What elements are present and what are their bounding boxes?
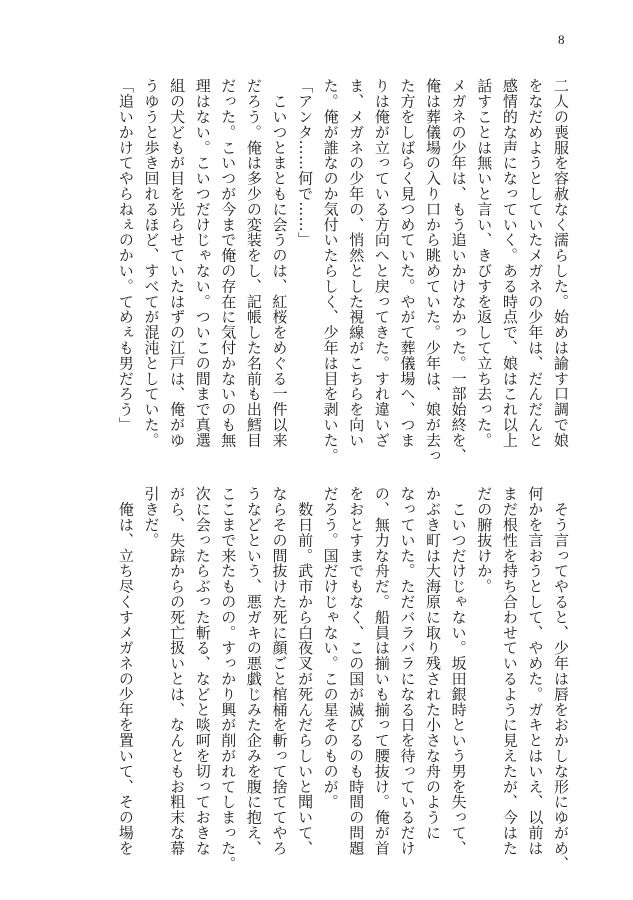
text-line: 俺は、立ち尽くすメガネの少年を置いて、その場を	[116, 486, 135, 856]
text-line: 組の犬どもが目を光らせていたはずの江戸は、俺がゆ	[168, 78, 187, 448]
text-line: そう言ってやると、少年は唇をおかしな形にゆがめ、	[552, 486, 570, 871]
text-line: こいつとまともに会うのは、紅桜をめぐる一件以来	[270, 78, 289, 448]
text-line: 「アンタ……何で……」	[296, 78, 315, 248]
text-line: 「追いかけてやらねぇのかい。てめぇも男だろう」	[116, 78, 135, 433]
text-line: だろう。俺は多少の変装をし、記帳した名前も出鱈目	[244, 78, 263, 448]
text-line: かぶき町は大海原に取り残された小さな舟のように	[424, 486, 443, 841]
text-line: をなだめようとしていたメガネの少年は、だんだんと	[526, 78, 545, 448]
text-line: 二人の喪服を容赦なく濡らした。始めは諭す口調で娘	[552, 78, 570, 448]
text-line: だった。こいつが今まで俺の存在に気付かないのも無	[219, 78, 238, 448]
text-line: うなどという、悪ガキの悪戯じみた企みを腹に抱え、	[244, 486, 263, 856]
text-line: た方をしばらく見つめていた。やがて葬儀場へ、つま	[398, 78, 417, 448]
text-line: 何かを言おうとして、やめた。ガキとはいえ、以前は	[526, 486, 545, 856]
text-line: た。俺が誰なのか気付いたらしく、少年は目を剥いた。	[321, 78, 340, 463]
text-line: 俺は葬儀場の入り口から眺めていた。少年は、娘が去っ	[424, 78, 443, 463]
text-line: 引きだ。	[142, 486, 161, 548]
text-line: なっていた。ただバラバラになる日を待っているだけ	[398, 486, 417, 856]
text-line: だろう。国だけじゃない。この星そのものが。	[321, 486, 340, 810]
text-line: ま、メガネの少年の、悄然とした視線がこちらを向い	[347, 78, 366, 448]
text-line: の、無力な舟だ。船員は揃いも揃って腰抜け。俺が首	[372, 486, 391, 856]
text-line: だの腑抜けか。	[475, 486, 494, 594]
text-column-bottom	[112, 486, 573, 871]
text-line: 次に会ったらぶった斬る、などと啖呵を切っておきな	[193, 486, 212, 856]
text-line: ならその間抜けた死に顔ごと棺桶を斬って捨ててやろ	[270, 486, 289, 856]
text-line: 話すことは無いと言い、きびすを返して立ち去った。	[475, 78, 494, 448]
text-line: メガネの少年は、もう追いかけなかった。一部始終を、	[449, 78, 468, 463]
text-line: 数日前。武市から白夜叉が死んだらしいと聞いて、	[296, 486, 315, 856]
text-column-top	[112, 78, 573, 463]
text-line: こいつだけじゃない。坂田銀時という男を失って、	[449, 486, 468, 856]
text-line: りは俺が立っている方向へと戻ってきた。すれ違いざ	[372, 78, 391, 448]
text-line: 理はない。こいつだけじゃない。ついこの間まで真選	[193, 78, 212, 448]
text-line: をおとすまでもなく、この国が滅びるのも時間の問題	[347, 486, 366, 856]
text-line: がら、失踪からの死亡扱いとは、なんともお粗末な幕	[168, 486, 187, 856]
text-line: 感情的な声になっていく。ある時点で、娘はこれ以上	[500, 78, 519, 448]
text-line: ここまで来たものの。すっかり興が削がれてしまった。	[219, 486, 238, 871]
text-line: まだ根性を持ち合わせているように見えたが、今はた	[500, 486, 519, 856]
page-number: 8	[558, 32, 565, 47]
text-line: うゆうと歩き回れるほど、すべてが混沌としていた。	[142, 78, 161, 448]
